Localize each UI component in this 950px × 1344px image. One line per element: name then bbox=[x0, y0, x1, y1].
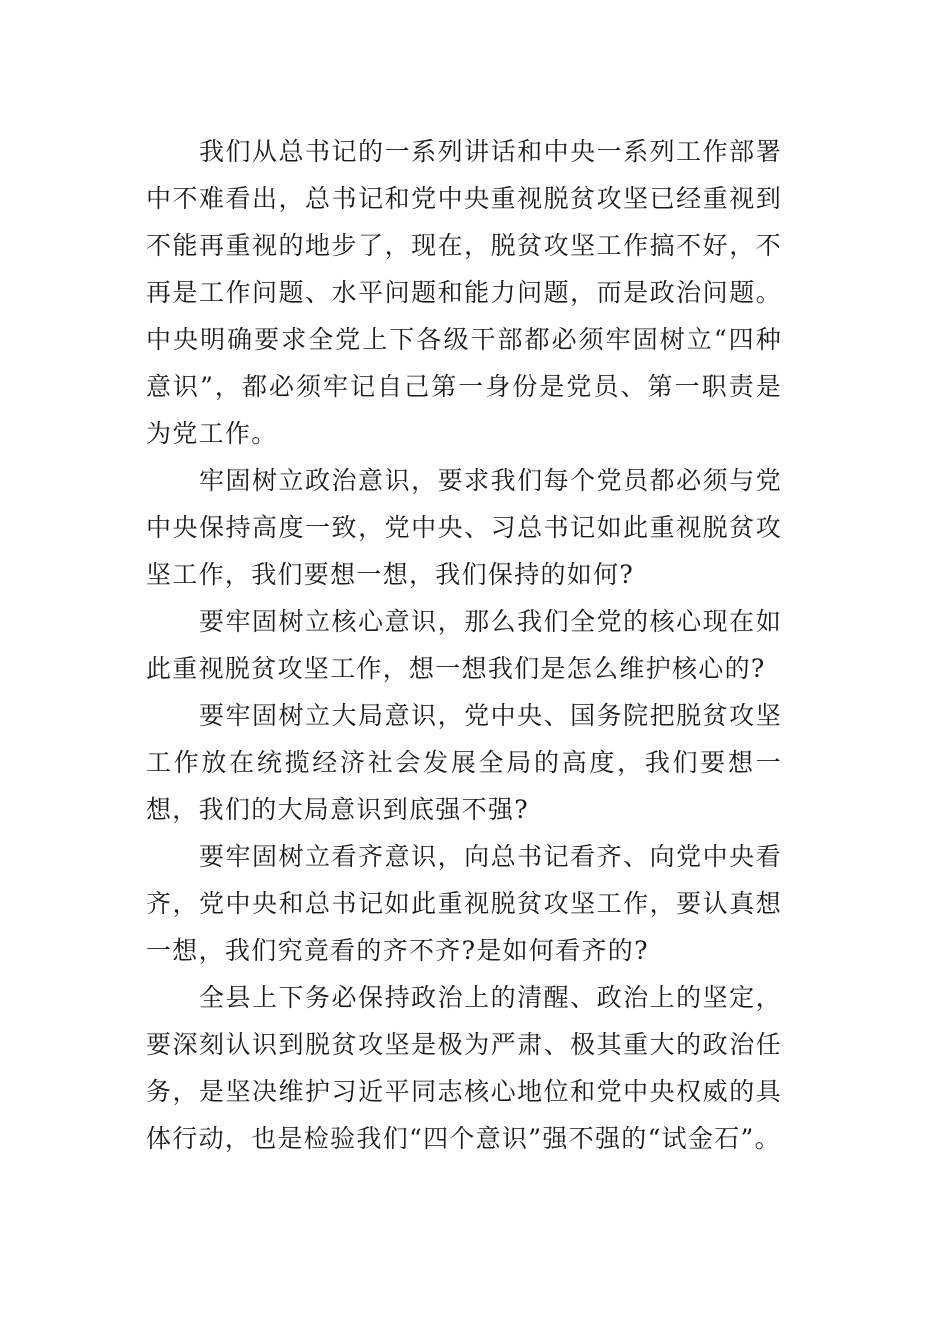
document-body bbox=[146, 128, 782, 1162]
paragraph-2: 牢固树立政治意识，要求我们每个党员都必须与党中央保持高度一致，党中央、习总书记如此重视脱贫攻坚工作，我们要想一想，我们保持的如何? bbox=[146, 466, 782, 589]
paragraph-5: 要牢固树立看齐意识，向总书记看齐、向党中央看齐，党中央和总书记如此重视脱贫攻坚工作，要认真想一想，我们究竟看的齐不齐?是如何看齐的? bbox=[146, 842, 782, 965]
paragraph-4: 要牢固树立大局意识，党中央、国务院把脱贫攻坚工作放在统揽经济社会发展全局的高度，我们要想一想，我们的大局意识到底强不强? bbox=[146, 701, 782, 824]
paragraph-3: 要牢固树立核心意识，那么我们全党的核心现在如此重视脱贫攻坚工作，想一想我们是怎么维护核心的? bbox=[146, 607, 782, 683]
paragraph-6: 全县上下务必保持政治上的清醒、政治上的坚定，要深刻认识到脱贫攻坚是极为严肃、极其重大的政治任务，是坚决维护习近平同志核心地位和党中央权威的具体行动，也是检验我们“四个意识”强不强的“试金石”。 bbox=[146, 983, 782, 1153]
paragraph-1: 我们从总书记的一系列讲话和中央一系列工作部署中不难看出，总书记和党中央重视脱贫攻坚已经重视到不能再重视的地步了，现在，脱贫攻坚工作搞不好，不再是工作问题、水平问题和能力问题，而是政治问题。中央明确要求全党上下各级干部都必须牢固树立“四种意识”，都必须牢记自己第一身份是党员、第一职责是为党工作。 bbox=[146, 137, 782, 448]
